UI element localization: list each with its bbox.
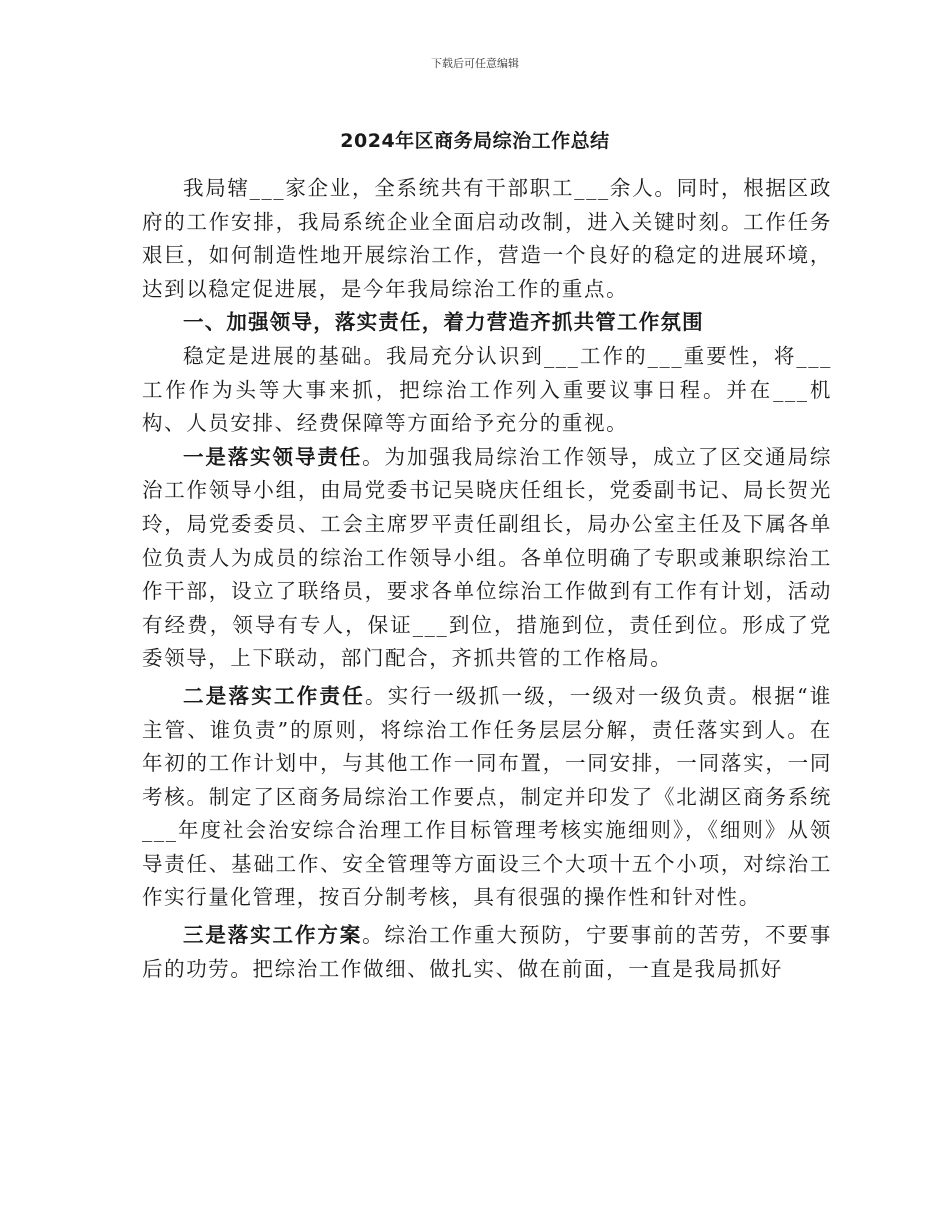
leadership-responsibility-paragraph (142, 441, 832, 676)
paragraph-text: 。为加强我局综治工作领导，成立了区交通局综治工作领导小组，由局党委书记吴晓庆任组长，党委副书记、局长贺光玲，局党委委员、工会主席罗平责任副组长，局办公室主任及下属各单位负责人为成员的综治工作领导小组。各单位明确了专职或兼职综治工作干部，设立了联络员，要求各单位综治工作做到有工作有计划，活动有经费，领导有专人，保证___到位，措施到位，责任到位。形成了党委领导，上下联动，部门配合，齐抓共管的工作格局。 (142, 444, 832, 671)
paragraph-lead: 一是落实领导责任 (183, 444, 363, 469)
section-heading: 一、加强领导，落实责任，着力营造齐抓共管工作氛围 (183, 310, 704, 335)
section-paragraph (142, 340, 832, 441)
intro-paragraph (142, 172, 832, 306)
document-title: 2024年区商务局综治工作总结 (340, 130, 610, 152)
work-plan-paragraph (142, 919, 832, 986)
work-responsibility-paragraph (142, 680, 832, 915)
paragraph-lead: 二是落实工作责任 (183, 683, 365, 708)
paragraph-text: 。综治工作重大预防，宁要事前的苦劳，不要事后的功劳。把综治工作做细、做扎实、做在前面，一直是我局抓好 (142, 923, 832, 981)
paragraph-text: 我局辖___家企业，全系统共有干部职工___余人。同时，根据区政府的工作安排，我局系统企业全面启动改制，进入关键时刻。工作任务艰巨，如何制造性地开展综治工作，营造一个良好的稳定的进展环境，达到以稳定促进展，是今年我局综治工作的重点。 (142, 176, 832, 301)
paragraph-text: 稳定是进展的基础。我局充分认识到___工作的___重要性，将___工作作为头等大事来抓，把综治工作列入重要议事日程。并在___机构、人员安排、经费保障等方面给予充分的重视。 (142, 343, 832, 436)
document-body (142, 172, 832, 986)
header-note: 下载后可任意编辑 (431, 57, 519, 70)
paragraph-text: 。实行一级抓一级，一级对一级负责。根据“谁主管、谁负责”的原则，将综治工作任务层层分解，责任落实到人。在年初的工作计划中，与其他工作一同布置，一同安排，一同落实，一同考核。制定了区商务局综治工作要点，制定并印发了《北湖区商务系统___年度社会治安综合治理工作目标管理考核实施细则》，《细则》从领导责任、基础工作、安全管理等方面设三个大项十五个小项，对综治工作实行量化管理，按百分制考核，具有很强的操作性和针对性。 (142, 683, 832, 910)
paragraph-lead: 三是落实工作方案 (183, 923, 363, 948)
